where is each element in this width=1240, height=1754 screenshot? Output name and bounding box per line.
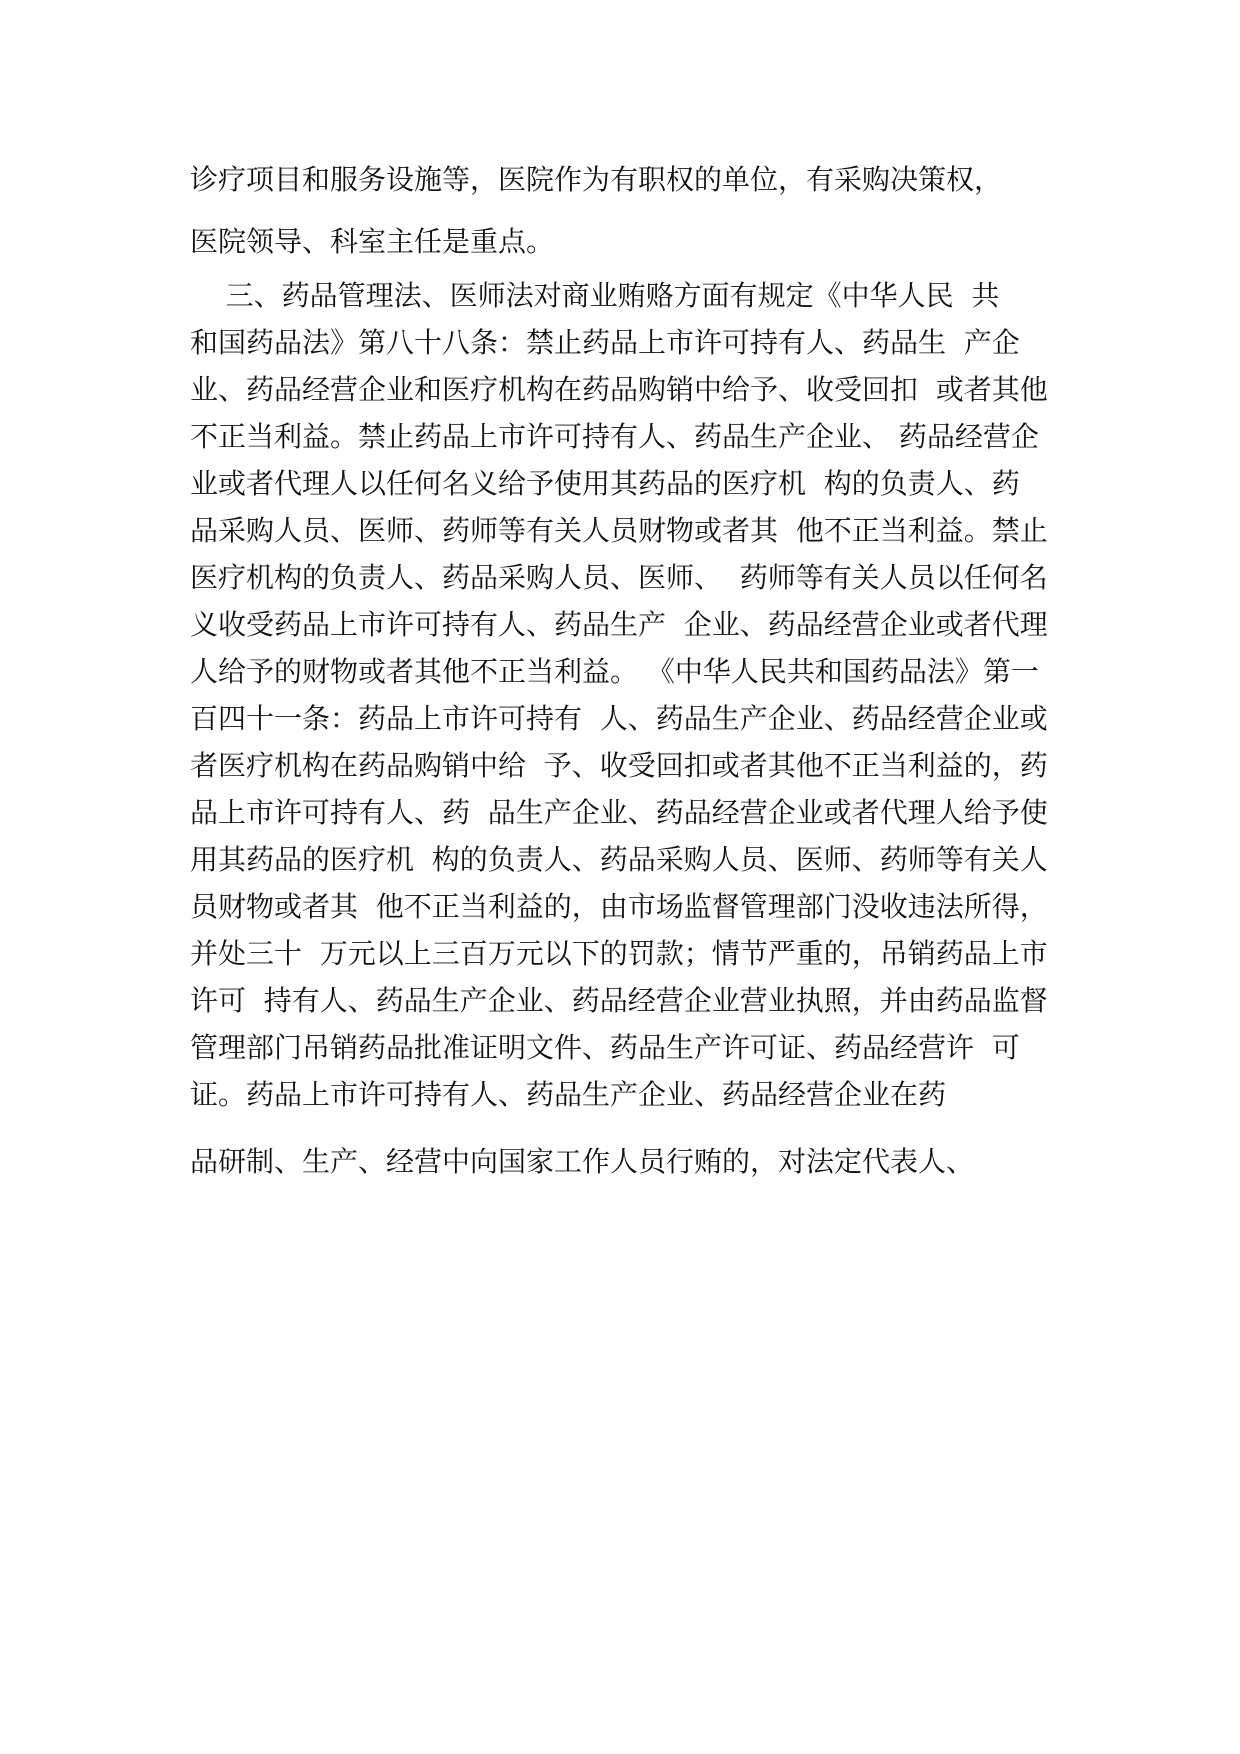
text-line: 并处三十 万元以上三百万元以下的罚款；情节严重的，吊销药品上市	[190, 937, 1048, 970]
text-line: 和国药品法》第八十八条：禁止药品上市许可持有人、药品生 产企	[190, 326, 1020, 359]
text-line: 百四十一条：药品上市许可持有 人、药品生产企业、药品经营企业或	[190, 702, 1048, 735]
text-line: 证。药品上市许可持有人、药品生产企业、药品经营企业在药	[190, 1078, 947, 1111]
text-line: 人给予的财物或者其他不正当利益。 《中华人民共和国药品法》第一	[190, 655, 1039, 688]
text-line: 品采购人员、医师、药师等有关人员财物或者其 他不正当利益。禁止	[190, 514, 1048, 547]
text-line: 医疗机构的负责人、药品采购人员、医师、 药师等有关人员以任何名	[190, 561, 1048, 594]
text-line: 者医疗机构在药品购销中给 予、收受回扣或者其他不正当利益的，药	[190, 749, 1048, 782]
text-line: 义收受药品上市许可持有人、药品生产 企业、药品经营企业或者代理	[190, 608, 1048, 641]
text-line: 许可 持有人、药品生产企业、药品经营企业营业执照，并由药品监督	[190, 984, 1048, 1017]
text-line: 医院领导、科室主任是重点。	[190, 225, 555, 258]
text-line: 员财物或者其 他不正当利益的，由市场监督管理部门没收违法所得，	[190, 890, 1048, 923]
text-line: 诊疗项目和服务设施等，医院作为有职权的单位，有采购决策权，	[190, 163, 1003, 196]
text-line: 管理部门吊销药品批准证明文件、药品生产许可证、药品经营许 可	[190, 1031, 1020, 1064]
text-line: 品研制、生产、经营中向国家工作人员行贿的，对法定代表人、	[190, 1145, 975, 1178]
text-line: 品上市许可持有人、药 品生产企业、药品经营企业或者代理人给予使	[190, 796, 1048, 829]
text-line: 业、药品经营企业和医疗机构在药品购销中给予、收受回扣 或者其他	[190, 373, 1048, 406]
text-line: 用其药品的医疗机 构的负责人、药品采购人员、医师、药师等有关人	[190, 843, 1048, 876]
text-line: 业或者代理人以任何名义给予使用其药品的医疗机 构的负责人、药	[190, 467, 1020, 500]
text-line: 三、药品管理法、医师法对商业贿赂方面有规定《中华人民 共	[190, 279, 1000, 312]
text-line: 不正当利益。禁止药品上市许可持有人、药品生产企业、 药品经营企	[190, 420, 1039, 453]
